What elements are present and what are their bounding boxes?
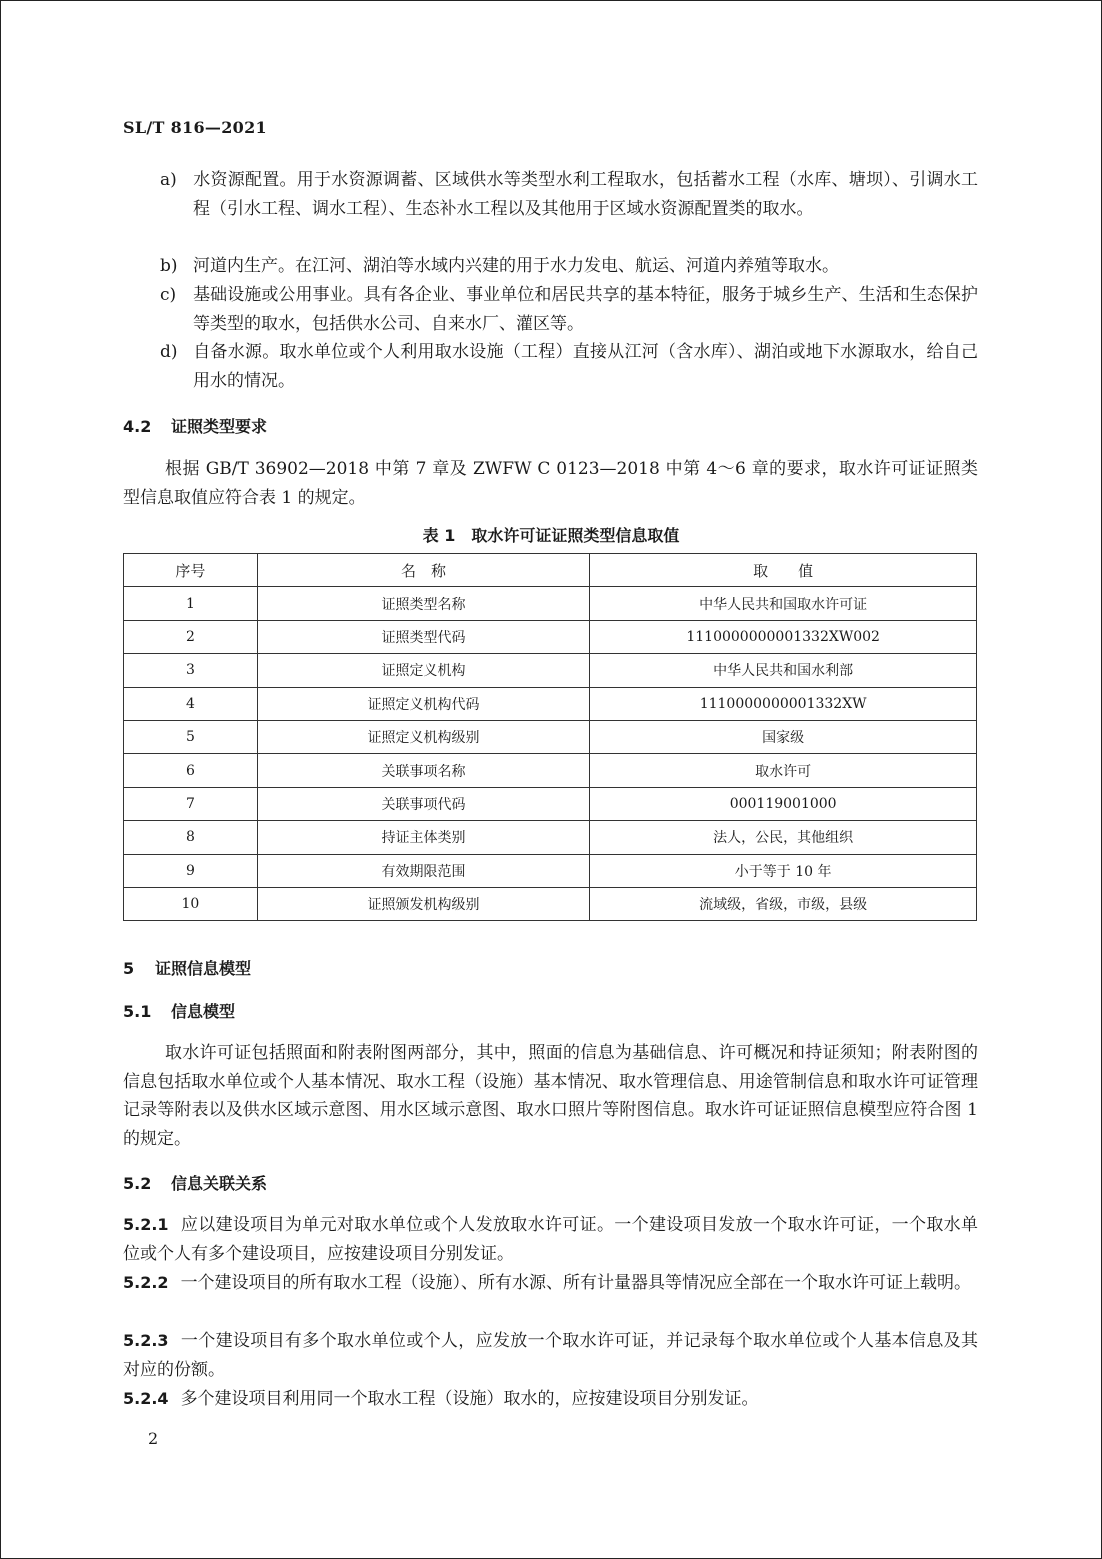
table-cell: 4 — [124, 687, 258, 720]
table-row — [124, 587, 977, 620]
section-number: 5.2 — [123, 1174, 152, 1193]
section-title: 信息关联关系 — [171, 1174, 268, 1193]
clause-5-2-3 — [123, 1327, 978, 1384]
clause-text: 一个建设项目的所有取水工程（设施）、所有水源、所有计量器具等情况应全部在一个取水许可证上载明。 — [180, 1273, 972, 1293]
clause-number: 5.2.1 — [123, 1215, 169, 1234]
list-marker: d) — [160, 342, 178, 362]
clause-5-2-1 — [123, 1211, 978, 1268]
clause-number: 5.2.3 — [123, 1331, 169, 1350]
table-cell: 9 — [124, 854, 258, 887]
clause-5-2-2 — [123, 1269, 978, 1298]
table-row — [124, 854, 977, 887]
table-header-cell: 序号 — [124, 554, 258, 587]
clause-text: 一个建设项目有多个取水单位或个人，应发放一个取水许可证，并记录每个取水单位或个人基本信息及其对应的份额。 — [123, 1331, 978, 1380]
table-cell: 证照类型名称 — [257, 587, 590, 620]
list-text: 基础设施或公用事业。具有各企业、事业单位和居民共享的基本特征，服务于城乡生产、生活和生态保护等类型的取水，包括供水公司、自来水厂、灌区等。 — [193, 285, 978, 334]
table-cell: 3 — [124, 654, 258, 687]
clause-number: 5.2.2 — [123, 1273, 169, 1292]
table-row — [124, 754, 977, 787]
section-heading-5 — [123, 956, 251, 979]
table-cell: 证照颁发机构级别 — [257, 887, 590, 920]
table-cell: 流域级，省级，市级，县级 — [590, 887, 977, 920]
page-number: 2 — [148, 1429, 159, 1448]
table-cell: 中华人民共和国取水许可证 — [590, 587, 977, 620]
table-cell: 2 — [124, 620, 258, 653]
section-number: 4.2 — [123, 417, 152, 436]
table-header-cell: 取 值 — [590, 554, 977, 587]
table-cell: 证照类型代码 — [257, 620, 590, 653]
list-item-c — [160, 281, 978, 338]
list-text: 水资源配置。用于水资源调蓄、区域供水等类型水利工程取水，包括蓄水工程（水库、塘坝）、引调水工程（引水工程、调水工程）、生态补水工程以及其他用于区域水资源配置类的取水。 — [193, 170, 978, 219]
list-item-d — [160, 338, 978, 395]
table-row — [124, 720, 977, 753]
table-header-row — [124, 554, 977, 587]
table-cell: 证照定义机构 — [257, 654, 590, 687]
table-caption: 表 1 取水许可证证照类型信息取值 — [422, 526, 680, 545]
section-number: 5.1 — [123, 1002, 152, 1021]
section-title: 证照信息模型 — [155, 959, 252, 978]
table-cell: 10 — [124, 887, 258, 920]
section-heading-4-2 — [123, 414, 267, 437]
section-heading-5-1 — [123, 999, 235, 1022]
clause-text: 多个建设项目利用同一个取水工程（设施）取水的，应按建设项目分别发证。 — [180, 1389, 759, 1409]
clause-text: 应以建设项目为单元对取水单位或个人发放取水许可证。一个建设项目发放一个取水许可证，一个取水单位或个人有多个建设项目，应按建设项目分别发证。 — [123, 1215, 978, 1264]
list-marker: a) — [160, 170, 177, 190]
section-4-2-paragraph: 根据 GB/T 36902—2018 中第 7 章及 ZWFW C 0123—2018 中第 4～6 章的要求，取水许可证证照类型信息取值应符合表 1 的规定。 — [123, 459, 978, 508]
section-title: 信息模型 — [171, 1002, 236, 1021]
table-cell: 法人，公民，其他组织 — [590, 821, 977, 854]
clause-number: 5.2.4 — [123, 1389, 169, 1408]
table-row — [124, 620, 977, 653]
table-cell: 证照定义机构代码 — [257, 687, 590, 720]
list-text: 自备水源。取水单位或个人利用取水设施（工程）直接从江河（含水库）、湖泊或地下水源取水，给自己用水的情况。 — [193, 342, 978, 391]
table-row — [124, 654, 977, 687]
table-cell: 关联事项名称 — [257, 754, 590, 787]
list-marker: c) — [160, 285, 177, 305]
section-heading-5-2 — [123, 1171, 267, 1194]
table-row — [124, 687, 977, 720]
table-cell: 小于等于 10 年 — [590, 854, 977, 887]
table-cell: 000119001000 — [590, 787, 977, 820]
list-marker: b) — [160, 256, 178, 276]
table-cell: 8 — [124, 821, 258, 854]
table-cell: 1110000000001332XW002 — [590, 620, 977, 653]
section-5-1-paragraph: 取水许可证包括照面和附表附图两部分，其中，照面的信息为基础信息、许可概况和持证须知；附表附图的信息包括取水单位或个人基本情况、取水工程（设施）基本情况、取水管理信息、用途管制信息和取水许可证管理记录等附表以及供水区域示意图、用水区域示意图、取水口照片等附图信息。取水许可证证照信息模型应符合图 1 的规定。 — [123, 1043, 978, 1149]
table-cell: 持证主体类别 — [257, 821, 590, 854]
list-item-b — [160, 252, 978, 281]
list-item-a — [160, 166, 978, 223]
table-cell: 关联事项代码 — [257, 787, 590, 820]
table-cell: 国家级 — [590, 720, 977, 753]
table-cell: 7 — [124, 787, 258, 820]
table-header-cell: 名 称 — [257, 554, 590, 587]
table-cell: 中华人民共和国水利部 — [590, 654, 977, 687]
table-row — [124, 887, 977, 920]
table-cell: 1110000000001332XW — [590, 687, 977, 720]
list-text: 河道内生产。在江河、湖泊等水域内兴建的用于水力发电、航运、河道内养殖等取水。 — [193, 256, 839, 276]
clause-5-2-4 — [123, 1385, 978, 1414]
table-cell: 取水许可 — [590, 754, 977, 787]
table-cell: 有效期限范围 — [257, 854, 590, 887]
section-title: 证照类型要求 — [171, 417, 268, 436]
table-cell: 1 — [124, 587, 258, 620]
table-cell: 6 — [124, 754, 258, 787]
table-cell: 证照定义机构级别 — [257, 720, 590, 753]
section-number: 5 — [123, 959, 135, 978]
table-cell: 5 — [124, 720, 258, 753]
standard-code-header: SL/T 816—2021 — [123, 118, 267, 137]
table-row — [124, 787, 977, 820]
table-row — [124, 821, 977, 854]
license-type-table — [123, 553, 977, 921]
